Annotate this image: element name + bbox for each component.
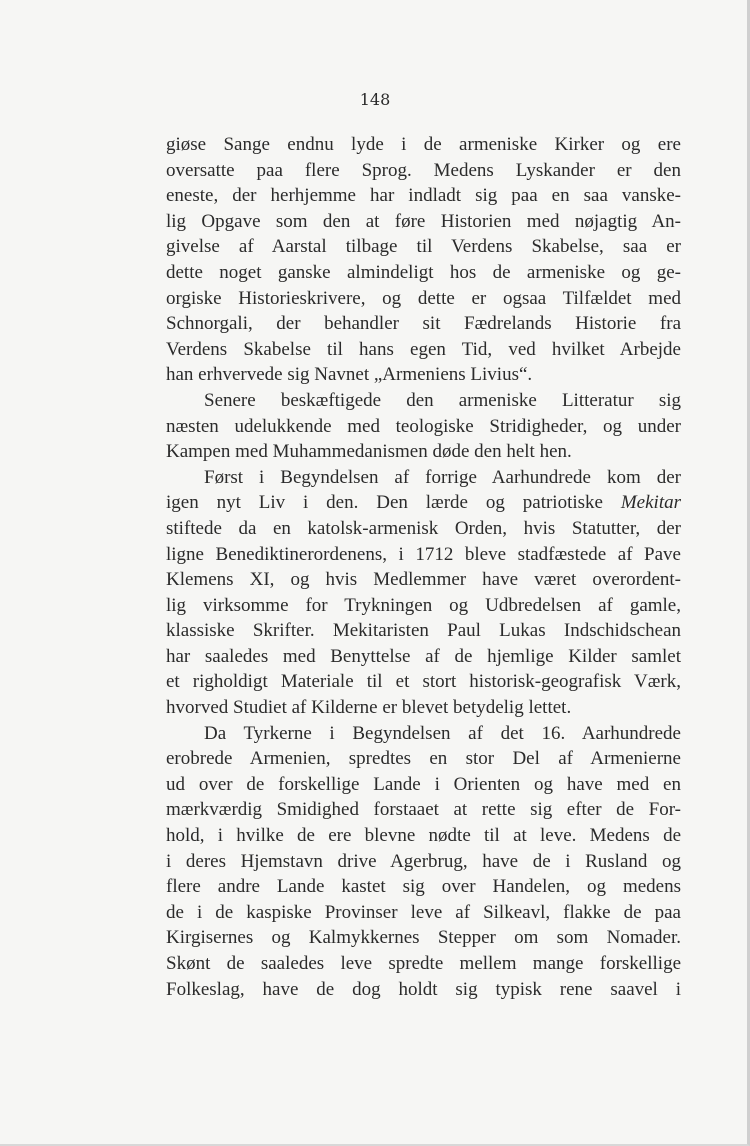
text-line: lig virksomme for Trykningen og Udbredelsen af gamle, <box>166 594 681 616</box>
page-number: 148 <box>359 90 391 109</box>
text-line: hold, i hvilke de ere blevne nødte til at leve. Medens de <box>166 825 681 847</box>
text-line: Verdens Skabelse til hans egen Tid, ved hvilket Arbejde <box>166 338 681 360</box>
text-line: giøse Sange endnu lyde i de armeniske Kirker og ere <box>166 134 681 155</box>
text-line: næsten udelukkende med teologiske Stridigheder, og under <box>166 415 681 437</box>
text-line: Klemens XI, og hvis Medlemmer have været overordent- <box>166 569 681 591</box>
text-line: ud over de forskellige Lande i Orienten og have med en <box>166 773 681 795</box>
text-line: Skønt de saaledes leve spredte mellem mange forskellige <box>166 953 681 974</box>
text-line: ligne Benediktinerordenens, i 1712 bleve stadfæstede af Pave <box>166 543 681 565</box>
text-line: givelse af Aarstal tilbage til Verdens Skabelse, saa er <box>166 236 681 258</box>
text-line: de i de kaspiske Provinser leve af Silkeavl, flakke de paa <box>166 901 681 923</box>
text-line: han erhvervede sig Navnet „Armeniens Livius“. <box>166 364 533 386</box>
text-line: Da Tyrkerne i Begyndelsen af det 16. Aarhundrede <box>204 722 681 744</box>
text-line: et righoldigt Materiale til et stort historisk-geografisk Værk, <box>166 671 681 693</box>
text-line: har saaledes med Benyttelse af de hjemlige Kilder samlet <box>166 645 681 667</box>
text-line: erobrede Armenien, spredtes en stor Del af Armenierne <box>166 748 681 770</box>
text-line: hvorved Studiet af Kilderne er blevet betydelig lettet. <box>166 697 572 719</box>
text-line: mærkværdig Smidighed forstaaet at rette sig efter de For- <box>166 799 681 821</box>
italic-name: Mekitar <box>620 492 681 514</box>
text-line: eneste, der herhjemme har indladt sig paa en saa vanske- <box>166 185 681 207</box>
text-line: dette noget ganske almindeligt hos de armeniske og ge- <box>166 261 681 283</box>
text-line: stiftede da en katolsk-armenisk Orden, hvis Statutter, der <box>166 517 681 539</box>
text-line: Først i Begyndelsen af forrige Aarhundrede kom der <box>204 466 681 488</box>
text-line: i deres Hjemstavn drive Agerbrug, have de i Rusland og <box>166 850 681 872</box>
text-line: klassiske Skrifter. Mekitaristen Paul Lukas Indschidschean <box>166 620 681 642</box>
text-line: lig Opgave som den at føre Historien med nøjagtig An- <box>166 210 681 232</box>
text-line: flere andre Lande kastet sig over Handelen, og medens <box>166 876 681 898</box>
body-text <box>166 132 681 1002</box>
text-line: Folkeslag, have de dog holdt sig typisk rene saavel i <box>166 978 681 1000</box>
text-line: Senere beskæftigede den armeniske Litteratur sig <box>204 389 681 411</box>
text-line: oversatte paa flere Sprog. Medens Lyskander er den <box>166 159 681 181</box>
text-line: orgiske Historieskrivere, og dette er ogsaa Tilfældet med <box>166 287 681 309</box>
text-line: Kampen med Muhammedanismen døde den helt hen. <box>166 441 572 463</box>
text-line: Schnorgali, der behandler sit Fædrelands Historie fra <box>166 313 681 335</box>
text-line: igen nyt Liv i den. Den lærde og patriotiske Mekitar <box>166 492 681 514</box>
text-line: Kirgisernes og Kalmykkernes Stepper om som Nomader. <box>166 927 681 949</box>
